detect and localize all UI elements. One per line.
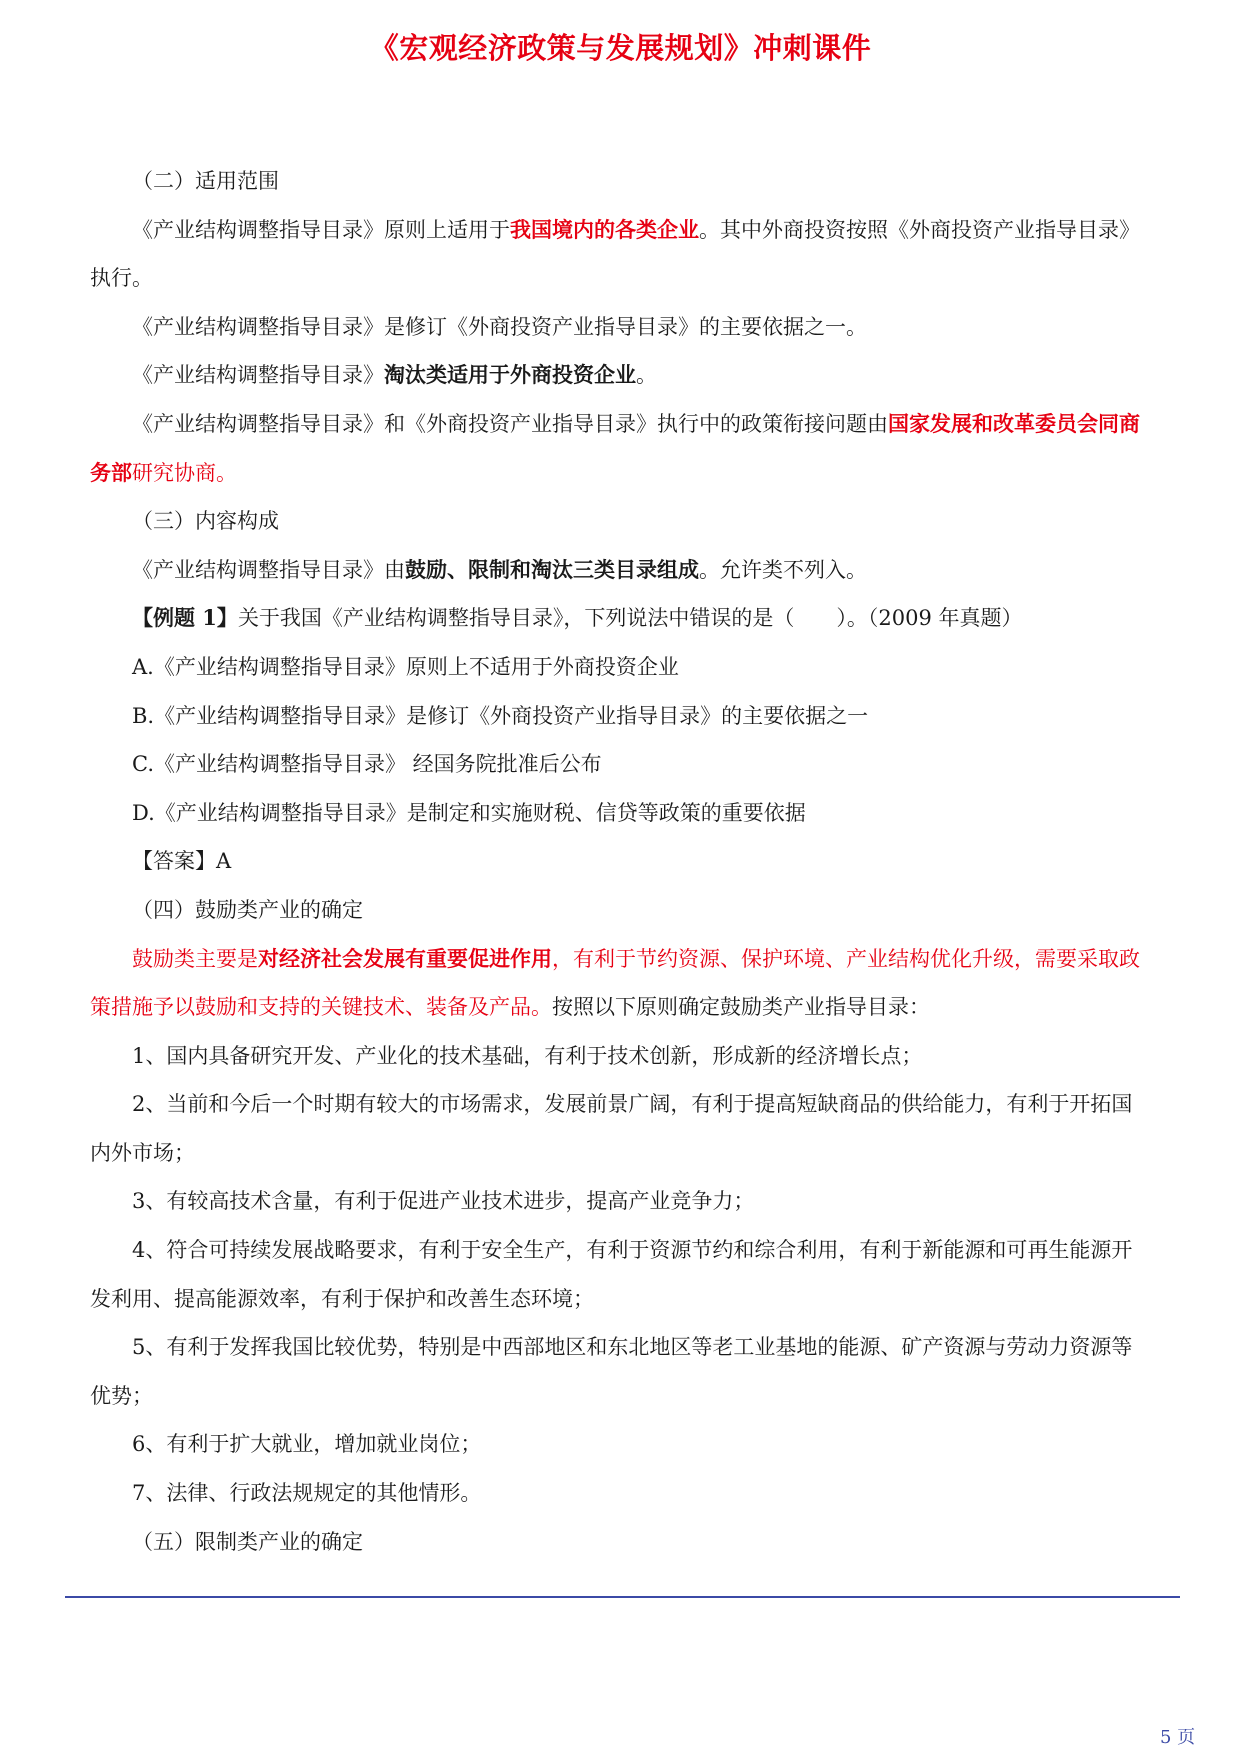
paragraph — [90, 935, 1150, 1032]
text-segment: 《产业结构调整指导目录》和《外商投资产业指导目录》执行中的政策衔接问题由 — [132, 411, 888, 436]
option-c — [90, 740, 1150, 789]
section-heading-encouraged — [90, 886, 1150, 935]
text-segment: B.《产业结构调整指导目录》是修订《外商投资产业指导目录》的主要依据之一 — [132, 703, 869, 728]
list-item — [90, 1080, 1150, 1177]
text-segment: C.《产业结构调整指导目录》 经国务院批准后公布 — [132, 752, 602, 777]
paragraph — [90, 351, 1150, 400]
text-segment: （四）鼓励类产业的确定 — [132, 897, 363, 922]
text-segment: 《产业结构调整指导目录》由 — [132, 557, 405, 582]
text-segment: 。 — [636, 363, 657, 388]
highlight-bold: 淘汰类适用于外商投资企业 — [384, 362, 636, 388]
list-item — [90, 1032, 1150, 1081]
paragraph — [90, 400, 1150, 497]
list-item — [90, 1177, 1150, 1226]
text-segment: 。其中外商投资按照《外商投资产业指导目录》执行。 — [90, 217, 1140, 291]
text-segment: （五）限制类产业的确定 — [132, 1529, 363, 1554]
text-segment: 2、当前和今后一个时期有较大的市场需求，发展前景广阔，有利于提高短缺商品的供给能力，有利于开拓国内外市场； — [90, 1092, 1133, 1165]
highlight-red: 研究协商。 — [132, 460, 237, 485]
section-heading-scope — [90, 157, 1150, 206]
document-body — [90, 157, 1150, 1566]
text-segment: 3、有较高技术含量，有利于促进产业技术进步，提高产业竞争力； — [132, 1189, 755, 1214]
highlight-red-bold: 对经济社会发展有重要促进作用 — [258, 945, 552, 971]
option-a — [90, 643, 1150, 692]
footer-divider — [65, 1596, 1180, 1598]
text-segment: D.《产业结构调整指导目录》是制定和实施财税、信贷等政策的重要依据 — [132, 800, 806, 825]
text-segment: 按照以下原则确定鼓励类产业指导目录： — [552, 995, 930, 1020]
list-item — [90, 1469, 1150, 1518]
text-segment: 1、国内具备研究开发、产业化的技术基础，有利于技术创新，形成新的经济增长点； — [132, 1043, 923, 1068]
example-label: 【例题 1】 — [132, 605, 238, 631]
text-segment: 《产业结构调整指导目录》是修订《外商投资产业指导目录》的主要依据之一。 — [132, 314, 867, 339]
page-title: 《宏观经济政策与发展规划》冲刺课件 — [369, 31, 872, 65]
highlight-red-bold: 国家发展和改革委员会同商务部 — [90, 410, 1140, 485]
paragraph — [90, 303, 1150, 352]
highlight-red: 鼓励类主要是 — [132, 946, 258, 971]
highlight-bold: 鼓励、限制和淘汰三类目录组成 — [405, 556, 699, 582]
example-question — [90, 594, 1150, 643]
text-segment: 【答案】A — [132, 849, 232, 874]
page-number: 5 页 — [1160, 1727, 1196, 1748]
text-segment: A.《产业结构调整指导目录》原则上不适用于外商投资企业 — [132, 654, 679, 679]
text-segment: （二）适用范围 — [132, 169, 279, 193]
answer — [90, 837, 1150, 886]
paragraph — [90, 546, 1150, 595]
text-segment: 5、有利于发挥我国比较优势，特别是中西部地区和东北地区等老工业基地的能源、矿产资源与劳动力资源等优势； — [90, 1335, 1133, 1408]
highlight-red-bold: 我国境内的各类企业 — [510, 216, 699, 242]
option-d — [90, 789, 1150, 838]
text-segment: 4、符合可持续发展战略要求，有利于安全生产，有利于资源节约和综合利用，有利于新能源和可再生能源开发利用、提高能源效率，有利于保护和改善生态环境； — [90, 1238, 1133, 1311]
paragraph — [90, 206, 1150, 303]
text-segment: 7、法律、行政法规规定的其他情形。 — [132, 1481, 482, 1506]
text-segment: 6、有利于扩大就业，增加就业岗位； — [132, 1432, 482, 1457]
option-b — [90, 692, 1150, 741]
list-item — [90, 1226, 1150, 1323]
text-segment: 。允许类不列入。 — [699, 557, 867, 582]
highlight-red: ，有利于节约资源、保护环境、产业结构优化升级，需要采取政策措施予以鼓励和支持的关键技术、装备及产品。 — [90, 946, 1140, 1020]
section-heading-content — [90, 497, 1150, 546]
text-segment: （三）内容构成 — [132, 509, 279, 534]
list-item — [90, 1420, 1150, 1469]
text-segment: 关于我国《产业结构调整指导目录》，下列说法中错误的是（ ）。（2009 年真题） — [237, 606, 1023, 631]
list-item — [90, 1323, 1150, 1420]
text-segment: 《产业结构调整指导目录》原则上适用于 — [132, 217, 510, 242]
text-segment: 《产业结构调整指导目录》 — [132, 363, 384, 388]
section-heading-restricted — [90, 1518, 1150, 1567]
